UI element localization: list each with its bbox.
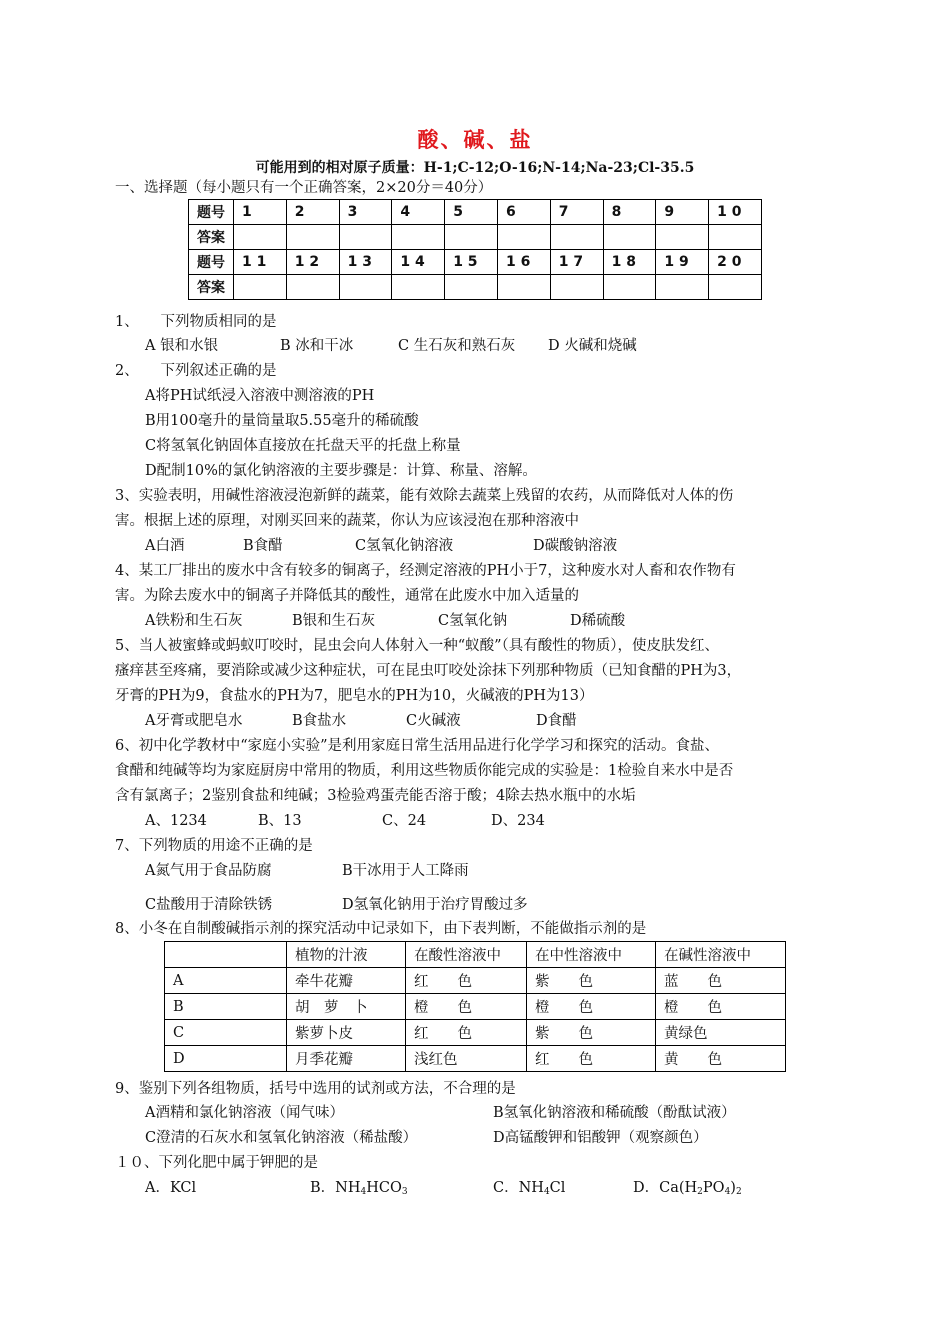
- answer-cell[interactable]: [234, 275, 287, 300]
- subscript: 2: [735, 1187, 742, 1197]
- option-c: C火碱液: [406, 713, 461, 729]
- option-b: [310, 1178, 408, 1202]
- question-stem: 9、鉴别下列各组物质，括号中选用的试剂或方法，不合理的是: [115, 1081, 516, 1097]
- subscript: 3: [401, 1187, 408, 1197]
- question-stem: 6、初中化学教材中“家庭小实验”是利用家庭日常生活用品进行化学学习和探究的活动。食盐、: [115, 738, 720, 754]
- table-header-row: [165, 942, 786, 968]
- page-title: 酸、碱、盐: [417, 127, 533, 152]
- question-number: 2: [286, 200, 339, 225]
- question-stem: 瘙痒甚至疼痛，要消除或减少这种症状，可在昆虫叮咬处涂抹下列那种物质（已知食醋的PH为3，: [115, 663, 742, 679]
- table-cell: 红 色: [406, 1020, 527, 1046]
- table-cell: 橙 色: [656, 994, 786, 1020]
- atomic-mass-note: 可能用到的相对原子质量：H-1;C-12;O-16;N-14;Na-23;Cl-35.5: [255, 160, 695, 176]
- row-label: 答案: [189, 275, 234, 300]
- question-number: 1 6: [497, 250, 550, 275]
- answer-cell[interactable]: [550, 225, 603, 250]
- question-stem: 5、当人被蜜蜂或蚂蚁叮咬时，昆虫会向人体射入一种“蚁酸”（具有酸性的物质），使皮肤发红、: [115, 638, 720, 654]
- option-a: A 银和水银: [145, 338, 219, 354]
- option-d: D配制10%的氯化钠溶液的主要步骤是：计算、称量、溶解。: [145, 463, 537, 479]
- table-cell: 牵牛花瓣: [287, 968, 406, 994]
- answer-table: [188, 199, 762, 300]
- option-c: C盐酸用于清除铁锈: [145, 897, 273, 913]
- option-c: C、24: [382, 813, 427, 829]
- option-c: [493, 1178, 565, 1202]
- question-number: 6: [497, 200, 550, 225]
- table-cell: 红 色: [527, 1046, 656, 1072]
- table-cell: A: [165, 968, 287, 994]
- option-a: A牙膏或肥皂水: [145, 713, 243, 729]
- option-d: D碳酸钠溶液: [533, 538, 618, 554]
- option-d: D、234: [491, 813, 545, 829]
- question-stem: 7、下列物质的用途不正确的是: [115, 838, 313, 854]
- answer-cell[interactable]: [603, 275, 656, 300]
- table-cell: 红 色: [406, 968, 527, 994]
- table-cell: 蓝 色: [656, 968, 786, 994]
- answer-cell[interactable]: [445, 225, 498, 250]
- subscript: 4: [724, 1187, 731, 1197]
- option-c: C氢氧化钠: [438, 613, 508, 629]
- row-label: 答案: [189, 225, 234, 250]
- question-number: 1 1: [234, 250, 287, 275]
- header-cell: 在酸性溶液中: [406, 942, 527, 968]
- header-cell: 植物的汁液: [287, 942, 406, 968]
- formula-text: B．NH: [310, 1180, 361, 1196]
- option-d: D高锰酸钾和铝酸钾（观察颜色）: [493, 1130, 708, 1146]
- table-row: [189, 275, 762, 300]
- subscript: 2: [697, 1187, 703, 1197]
- option-b: B食盐水: [292, 713, 347, 729]
- question-stem: 牙膏的PH为9，食盐水的PH为7，肥皂水的PH为10，火碱液的PH为13）: [115, 688, 594, 704]
- table-cell: 黄 色: [656, 1046, 786, 1072]
- option-c: C氢氧化钠溶液: [355, 538, 454, 554]
- question-number: 1 8: [603, 250, 656, 275]
- subscript: 4: [360, 1187, 367, 1197]
- table-cell: 胡 萝 卜: [287, 994, 406, 1020]
- option-a: A酒精和氯化钠溶液（闻气味）: [145, 1105, 344, 1121]
- question-number: 1 2: [286, 250, 339, 275]
- question-number: 9: [656, 200, 709, 225]
- question-stem: 2、 下列叙述正确的是: [115, 363, 277, 379]
- subscript: 4: [543, 1187, 550, 1197]
- table-cell: 紫 色: [527, 968, 656, 994]
- table-row: [189, 225, 762, 250]
- question-stem: 8、小冬在自制酸碱指示剂的探究活动中记录如下，由下表判断，不能做指示剂的是: [115, 921, 647, 937]
- table-cell: 浅红色: [406, 1046, 527, 1072]
- option-c: C澄清的石灰水和氢氧化钠溶液（稀盐酸）: [145, 1130, 418, 1146]
- table-row: [165, 1020, 786, 1046]
- option-d: [633, 1178, 742, 1202]
- table-cell: 月季花瓣: [287, 1046, 406, 1072]
- table-row: [189, 250, 762, 275]
- table-cell: 黄绿色: [656, 1020, 786, 1046]
- header-cell: [165, 942, 287, 968]
- option-b: B食醋: [243, 538, 283, 554]
- table-cell: C: [165, 1020, 287, 1046]
- table-cell: 紫萝卜皮: [287, 1020, 406, 1046]
- option-a: A将PH试纸浸入溶液中测溶液的PH: [145, 388, 375, 404]
- answer-cell[interactable]: [603, 225, 656, 250]
- question-number: 2 0: [709, 250, 762, 275]
- option-d: D氢氧化钠用于治疗胃酸过多: [342, 897, 528, 913]
- table-cell: D: [165, 1046, 287, 1072]
- question-number: 3: [339, 200, 392, 225]
- answer-cell[interactable]: [445, 275, 498, 300]
- formula-text: HCO: [366, 1180, 402, 1196]
- question-stem: １０、下列化肥中属于钾肥的是: [115, 1155, 318, 1171]
- option-b: B干冰用于人工降雨: [342, 863, 469, 879]
- option-a: A白酒: [145, 538, 185, 554]
- answer-cell[interactable]: [709, 275, 762, 300]
- formula-text: PO: [702, 1180, 725, 1196]
- table-row: [189, 200, 762, 225]
- answer-cell[interactable]: [656, 225, 709, 250]
- answer-cell[interactable]: [392, 225, 445, 250]
- answer-cell[interactable]: [497, 275, 550, 300]
- question-number: 1: [234, 200, 287, 225]
- question-number: 1 9: [656, 250, 709, 275]
- answer-cell[interactable]: [286, 275, 339, 300]
- answer-cell[interactable]: [392, 275, 445, 300]
- table-row: [165, 968, 786, 994]
- option-d: D食醋: [536, 713, 577, 729]
- option-a: A、1234: [145, 813, 207, 829]
- option-d: D稀硫酸: [570, 613, 626, 629]
- indicator-table: [164, 941, 786, 1072]
- table-cell: 紫 色: [527, 1020, 656, 1046]
- table-row: [165, 1046, 786, 1072]
- option-a: A氮气用于食品防腐: [145, 863, 272, 879]
- section-heading: 一、选择题（每小题只有一个正确答案，2×20分＝40分）: [115, 180, 493, 196]
- question-number: 1 3: [339, 250, 392, 275]
- formula-text: C．NH: [493, 1180, 544, 1196]
- option-c: C 生石灰和熟石灰: [398, 338, 516, 354]
- question-number: 8: [603, 200, 656, 225]
- formula-text: D．Ca(H: [633, 1180, 698, 1196]
- option-b: B用100毫升的量筒量取5.55毫升的稀硫酸: [145, 413, 419, 429]
- formula-text: Cl: [549, 1180, 566, 1196]
- question-stem: 害。根据上述的原理，对刚买回来的蔬菜，你认为应该浸泡在那种溶液中: [115, 513, 579, 529]
- header-cell: 在中性溶液中: [527, 942, 656, 968]
- question-stem: 食醋和纯碱等均为家庭厨房中常用的物质，利用这些物质你能完成的实验是：1检验自来水中是否: [115, 763, 734, 779]
- option-b: B银和生石灰: [292, 613, 376, 629]
- table-cell: B: [165, 994, 287, 1020]
- row-label: 题号: [189, 250, 234, 275]
- question-number: 4: [392, 200, 445, 225]
- answer-cell[interactable]: [656, 275, 709, 300]
- question-number: 1 4: [392, 250, 445, 275]
- answer-cell[interactable]: [339, 275, 392, 300]
- answer-cell[interactable]: [550, 275, 603, 300]
- formula-text: ): [730, 1180, 736, 1196]
- question-stem: 含有氯离子；2鉴别食盐和纯碱；3检验鸡蛋壳能否溶于酸；4除去热水瓶中的水垢: [115, 788, 636, 804]
- option-d: D 火碱和烧碱: [548, 338, 637, 354]
- table-cell: 橙 色: [406, 994, 527, 1020]
- answer-cell[interactable]: [497, 225, 550, 250]
- question-number: 1 0: [709, 200, 762, 225]
- option-b: B氢氧化钠溶液和稀硫酸（酚酞试液）: [493, 1105, 736, 1121]
- option-a: A铁粉和生石灰: [145, 613, 243, 629]
- question-stem: 4、某工厂排出的废水中含有较多的铜离子，经测定溶液的PH小于7，这种废水对人畜和农作物有: [115, 563, 736, 579]
- option-a: A．KCl: [145, 1180, 197, 1196]
- question-number: 1 5: [445, 250, 498, 275]
- answer-cell[interactable]: [339, 225, 392, 250]
- option-b: B、13: [258, 813, 302, 829]
- question-number: 7: [550, 200, 603, 225]
- question-stem: 3、实验表明，用碱性溶液浸泡新鲜的蔬菜，能有效除去蔬菜上残留的农药，从而降低对人体的伤: [115, 488, 734, 504]
- answer-cell[interactable]: [709, 225, 762, 250]
- header-cell: 在碱性溶液中: [656, 942, 786, 968]
- question-number: 1 7: [550, 250, 603, 275]
- option-c: C将氢氧化钠固体直接放在托盘天平的托盘上称量: [145, 438, 461, 454]
- option-b: B 冰和干冰: [280, 338, 354, 354]
- question-number: 5: [445, 200, 498, 225]
- answer-cell[interactable]: [234, 225, 287, 250]
- table-cell: 橙 色: [527, 994, 656, 1020]
- table-row: [165, 994, 786, 1020]
- answer-cell[interactable]: [286, 225, 339, 250]
- question-stem: 害。为除去废水中的铜离子并降低其的酸性，通常在此废水中加入适量的: [115, 588, 579, 604]
- row-label: 题号: [189, 200, 234, 225]
- question-stem: 1、 下列物质相同的是: [115, 314, 277, 330]
